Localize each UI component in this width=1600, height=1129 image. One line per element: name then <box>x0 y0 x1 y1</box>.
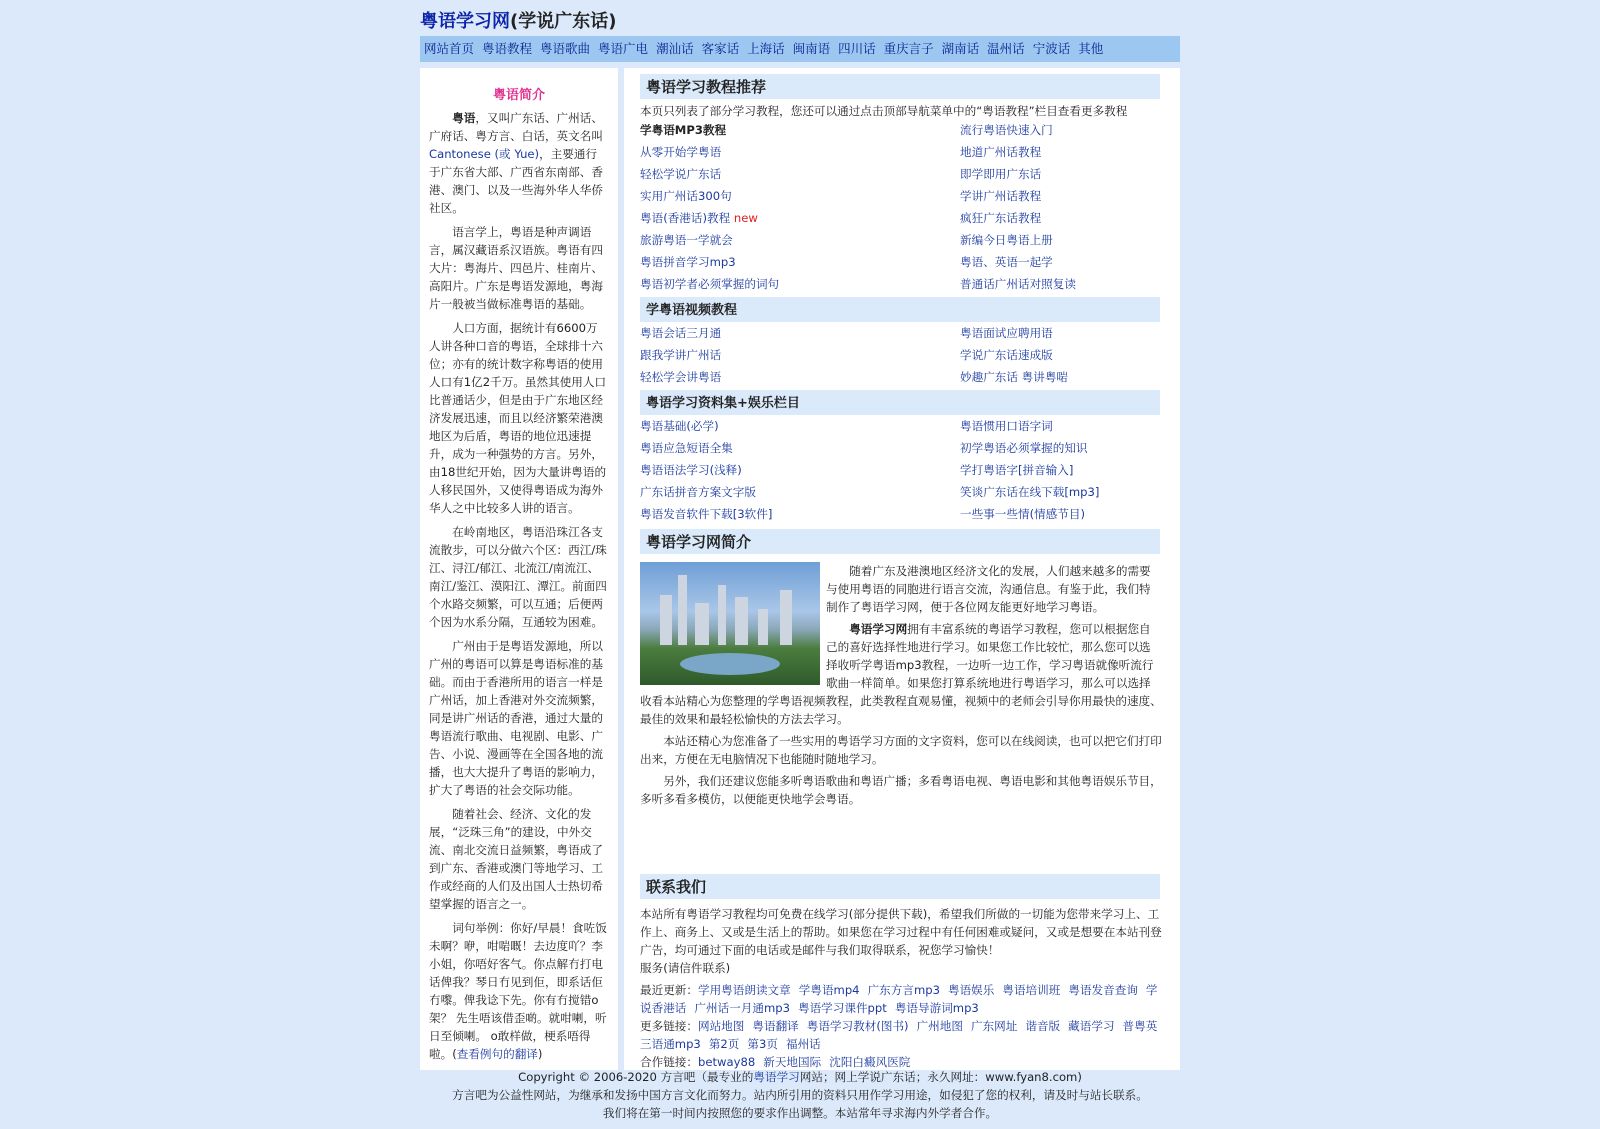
tutorial-cell <box>640 322 960 344</box>
about-bold: 粤语学习网 <box>849 622 908 636</box>
tutorial-cell <box>640 163 960 185</box>
site-subtitle: (学说广东话) <box>510 11 617 32</box>
intro-paragraph: 随着社会、经济、文化的发展，“泛珠三角”的建设，中外交流、南北交流日益频繁，粤语成了到广东、香港或澳门等地学习、工作或经商的人们及出国人士热切希望掌握的语言之一。 <box>429 807 603 911</box>
tutorial-link[interactable]: 轻松学说广东话 <box>640 167 722 181</box>
intro-paragraph: 语言学上，粤语是种声调语言，属汉藏语系汉语族。粤语有四大片：粤海片、四邑片、桂南片、高阳片。广东是粤语发源地，粤海片一般被当做标准粤语的基础。 <box>429 225 603 311</box>
recent-link[interactable]: 学粤语mp4 <box>798 983 860 997</box>
recent-link[interactable]: 学用粤语朗读文章 <box>697 983 791 997</box>
tutorial-cell <box>640 481 960 503</box>
main-content <box>624 68 1180 1070</box>
tutorial-cell <box>960 481 1162 503</box>
section-title-contact: 联系我们 <box>640 874 1160 899</box>
nav-link[interactable]: 上海话 <box>747 41 785 56</box>
recent-link[interactable]: 粤语导游词mp3 <box>894 1001 979 1015</box>
mp3-subtitle: 学粤语MP3教程 <box>640 123 727 137</box>
tutorial-cell <box>640 229 960 251</box>
intro-text: ，主要通行于广东省大部、广西省东南部、香港、澳门、以及一些海外华人华侨社区。 <box>429 147 603 215</box>
tutorial-cell <box>640 207 960 229</box>
about-paragraph: 本站还精心为您准备了一些实用的粤语学习方面的文字资料，您可以在线阅读，也可以把它们打印出来，方便在无电脑情况下也能随时随地学习。 <box>640 734 1162 766</box>
section-title-resources: 粤语学习资料集+娱乐栏目 <box>640 390 1160 415</box>
tutorial-cell <box>960 344 1162 366</box>
more-links <box>640 1017 1162 1053</box>
tutorial-link[interactable]: 实用广州话300句 <box>640 189 732 203</box>
tutorial-cell <box>960 437 1162 459</box>
tutorial-cell <box>960 163 1162 185</box>
tutorial-link[interactable]: 粤语初学者必须掌握的词句 <box>640 277 780 291</box>
tutorial-link[interactable]: 旅游粤语一学就会 <box>640 233 733 247</box>
more-link[interactable]: 广东网址 <box>970 1019 1018 1033</box>
service-text: 服务(请信件联系) <box>640 961 731 975</box>
tutorial-cell <box>960 251 1162 273</box>
tutorial-cell <box>640 503 960 525</box>
tutorial-link[interactable]: 粤语惯用口语字词 <box>960 419 1053 433</box>
mp3-list <box>640 119 1162 295</box>
nav-link[interactable]: 粤语歌曲 <box>540 41 591 56</box>
partner-link[interactable]: betway88 <box>697 1055 756 1069</box>
intro-text: ，又叫广东话、广州话、广府话、粤方言、白话，英文名叫 <box>429 111 603 143</box>
more-link[interactable]: 福州话 <box>785 1037 821 1051</box>
nav-link[interactable]: 四川话 <box>838 41 876 56</box>
nav-link[interactable]: 闽南语 <box>792 41 831 56</box>
footer-notice: 我们将在第一时间内按照您的要求作出调整。本站常年寻求海内外学者合作。 <box>602 1106 998 1120</box>
tutorial-cell <box>960 141 1162 163</box>
recent-label: 最近更新： <box>640 983 698 997</box>
site-brand-link[interactable]: 粤语学习网 <box>420 11 510 32</box>
copyright-text: 网站；网上学说广东话；永久网址：www.fyan8.com) <box>799 1070 1082 1084</box>
intro-paragraph: 广州由于是粤语发源地，所以广州的粤语可以算是粤语标准的基础。而由于香港所用的语言一样是广州话，加上香港对外交流频繁，同是讲广州话的香港，通过大量的粤语流行歌曲、电视剧、电影、广告、小说、漫画等在全国各地的流播，也大大提升了粤语的影响力，扩大了粤语的社会交际功能。 <box>429 639 603 797</box>
tutorial-link[interactable]: 学说广东话速成版 <box>960 348 1053 362</box>
recent-link[interactable]: 广州话一月通mp3 <box>694 1001 790 1015</box>
recent-link[interactable]: 粤语发音查询 <box>1068 983 1138 997</box>
nav-link[interactable]: 温州话 <box>987 41 1025 56</box>
more-label: 更多链接： <box>640 1019 698 1033</box>
partner-label: 合作链接： <box>640 1055 698 1069</box>
about-paragraph: 随着广东及港澳地区经济文化的发展，人们越来越多的需要与使用粤语的同胞进行语言交流，沟通信息。有鉴于此，我们特制作了粤语学习网，便于各位网友能更好地学习粤语。 <box>826 564 1151 614</box>
section-title-recommend: 粤语学习教程推荐 <box>640 74 1160 99</box>
footer-notice: 方言吧为公益性网站，为继承和发扬中国方言文化而努力。站内所引用的资料只用作学习用途，如侵犯了您的权利，请及时与站长联系。 <box>452 1088 1148 1102</box>
tutorial-link[interactable]: 疯狂广东话教程 <box>960 211 1042 225</box>
new-badge: new <box>733 211 758 225</box>
site-title <box>420 0 1180 36</box>
tutorial-cell <box>960 459 1162 481</box>
tutorial-cell <box>960 322 1162 344</box>
tutorial-link[interactable]: 粤语(香港话)教程 <box>640 211 731 225</box>
resource-list <box>640 415 1162 525</box>
recent-link[interactable]: 学说香港话 <box>640 983 1158 1015</box>
more-link[interactable]: 广州地图 <box>916 1019 963 1033</box>
nav-link[interactable]: 湖南话 <box>941 41 980 56</box>
tutorial-cell <box>640 366 960 388</box>
tutorial-link[interactable]: 初学粤语必须掌握的知识 <box>960 441 1088 455</box>
intro-title: 粤语简介 <box>492 88 545 103</box>
tutorial-cell <box>640 185 960 207</box>
tutorial-cell <box>960 415 1162 437</box>
recent-link[interactable]: 广东方言mp3 <box>867 983 940 997</box>
recent-link[interactable]: 粤语娱乐 <box>947 983 995 997</box>
tutorial-link[interactable]: 一些事一些情(情感节目) <box>960 507 1085 521</box>
more-link[interactable]: 粤语翻译 <box>752 1019 799 1033</box>
tutorial-cell <box>960 229 1162 251</box>
tutorial-cell <box>960 273 1162 295</box>
translation-link[interactable]: 查看例句的翻译 <box>456 1047 538 1061</box>
tutorial-cell <box>640 459 960 481</box>
tutorial-link[interactable]: 流行粤语快速入门 <box>960 123 1053 137</box>
recent-link[interactable]: 粤语学习课件ppt <box>797 1001 887 1015</box>
tutorial-link[interactable]: 从零开始学粤语 <box>640 145 722 159</box>
tutorial-link[interactable]: 妙趣广东话 粤讲粤啱 <box>960 370 1069 384</box>
more-link[interactable]: 网站地图 <box>697 1019 745 1033</box>
recent-link[interactable]: 粤语培训班 <box>1002 983 1061 997</box>
tutorial-link[interactable]: 粤语基础(必学) <box>640 419 719 433</box>
left-sidebar <box>420 68 618 1070</box>
tutorial-cell <box>640 141 960 163</box>
tutorial-cell <box>640 415 960 437</box>
more-link[interactable]: 普粤英三语通mp3 <box>640 1019 1158 1051</box>
partner-link[interactable]: 新天地国际 <box>763 1055 822 1069</box>
tutorial-link[interactable]: 轻松学会讲粤语 <box>640 370 722 384</box>
footer-link[interactable]: 粤语学习 <box>753 1070 800 1084</box>
tutorial-link[interactable]: 跟我学讲广州话 <box>640 348 722 362</box>
copyright-text: Copyright © 2006-2020 方言吧（最专业的 <box>518 1070 754 1084</box>
tutorial-cell <box>640 437 960 459</box>
tutorial-link[interactable]: 粤语语法学习(浅释) <box>640 463 742 477</box>
copyright-line <box>0 1068 1600 1086</box>
more-link[interactable]: 谐音版 <box>1025 1019 1061 1033</box>
tutorial-link[interactable]: 新编今日粤语上册 <box>960 233 1053 247</box>
more-link[interactable]: 第3页 <box>747 1037 778 1051</box>
about-body <box>640 562 1162 808</box>
section-desc: 本页只列表了部分学习教程，您还可以通过点击顶部导航菜单中的“粤语教程”栏目查看更多教程 <box>640 104 1128 118</box>
tutorial-link[interactable]: 粤语面试应聘用语 <box>960 326 1053 340</box>
tutorial-link[interactable]: 学打粤语字[拼音输入] <box>960 463 1074 477</box>
more-link[interactable]: 第2页 <box>708 1037 740 1051</box>
more-link[interactable]: 粤语学习教材(图书) <box>806 1019 909 1033</box>
nav-link[interactable]: 客家话 <box>701 41 740 56</box>
section-title-video: 学粤语视频教程 <box>640 297 1160 322</box>
nav-link[interactable]: 粤语广电 <box>598 41 649 56</box>
nav-link[interactable]: 粤语教程 <box>482 41 533 56</box>
tutorial-cell <box>960 185 1162 207</box>
tutorial-cell <box>960 207 1162 229</box>
tutorial-link[interactable]: 粤语发音软件下载[3软件] <box>640 507 773 521</box>
nav-link[interactable]: 其他 <box>1078 41 1104 56</box>
intro-text: 词句举例：你好/早晨！食咗饭未啊？咿，咁啱嘅！去边度吖？李小姐，你唔好客气。你点解冇打电话俾我？琴日冇见到佢，即系话佢冇嚟。俾我谂下先。你有冇搅错o架？ 先生唔该借歪啲。就咁喇，听日至倾喇。 o敢样做，梗系唔得啦。( <box>429 921 607 1061</box>
about-paragraph: 另外，我们还建议您能多听粤语歌曲和粤语广播；多看粤语电视、粤语电影和其他粤语娱乐节目，多听多看多模仿，以便能更快地学会粤语。 <box>640 774 1162 806</box>
about-text: 拥有丰富系统的粤语学习教程，您可以根据您自己的喜好选择性地进行学习。如果您工作比较忙，那么您可以选择收听学粤语mp3教程，一边听一边工作，学习粤语就像听流行歌曲一样简单。如果您打算系统地进行粤语学习，那么可以选择收看本站精心为您整理的学粤语视频教程，此类教程直观易懂，视频中的老师会引导你用最快的速度、最佳的效果和最轻松愉快的方法去学习。 <box>640 622 1162 726</box>
tutorial-link[interactable]: 学讲广州话教程 <box>960 189 1042 203</box>
city-skyline-image <box>640 562 820 685</box>
section-title-about: 粤语学习网简介 <box>640 529 1160 554</box>
footer <box>0 1068 1600 1122</box>
tutorial-cell <box>640 344 960 366</box>
tutorial-link[interactable]: 广东话拼音方案文字版 <box>640 485 756 499</box>
tutorial-link[interactable]: 粤语、英语一起学 <box>960 255 1053 269</box>
tutorial-link[interactable]: 普通话广州话对照复读 <box>960 277 1076 291</box>
intro-paragraph: 在岭南地区，粤语沿珠江各支流散步，可以分做六个区：西江/珠江、浔江/郁江、北流江/南流江、南江/鉴江、漠阳江、潭江。前面四个水路交频繁，可以互通；后便两个因为水系分隔，互通较为困难。 <box>429 525 607 629</box>
tutorial-link[interactable]: 笑谈广东话在线下载[mp3] <box>960 485 1100 499</box>
intro-text: ) <box>537 1047 543 1061</box>
intro-paragraph <box>429 109 608 217</box>
nav-link[interactable]: 潮汕话 <box>656 41 694 56</box>
contact-text: 本站所有粤语学习教程均可免费在线学习(部分提供下载)，希望我们所做的一切能为您带来学习上、工作上、商务上、又或是生活上的帮助。如果您在学习过程中有任何困难或疑问，又或是想要在本站刊登广告，均可通过下面的电话或是邮件与我们取得联系，祝您学习愉快！ <box>640 907 1162 957</box>
tutorial-cell <box>640 273 960 295</box>
partner-link[interactable]: 沈阳白癜风医院 <box>829 1055 911 1069</box>
intro-bold: 粤语 <box>452 111 476 125</box>
tutorial-link[interactable]: 即学即用广东话 <box>960 167 1042 181</box>
cantonese-link[interactable]: Cantonese (或 Yue) <box>429 147 540 161</box>
tutorial-cell <box>640 251 960 273</box>
video-list <box>640 322 1162 388</box>
nav-link[interactable]: 重庆言子 <box>883 41 934 56</box>
tutorial-link[interactable]: 地道广州话教程 <box>960 145 1042 159</box>
intro-paragraph <box>429 919 608 1063</box>
tutorial-link[interactable]: 粤语应急短语全集 <box>640 441 733 455</box>
recent-updates <box>640 981 1162 1017</box>
top-nav <box>420 36 1180 62</box>
tutorial-link[interactable]: 粤语拼音学习mp3 <box>640 255 736 269</box>
intro-paragraph: 人口方面，据统计有6600万人讲各种口音的粤语，全球排十六位；亦有的统计数字称粤语的使用人口有1亿2千万。虽然其使用人口比普通话少，但是由于广东地区经济发展迅速，而且以经济繁荣港澳地区为后盾，粤语的地位迅速提升，成为一种强势的方言。另外，由18世纪开始，因为大量讲粤语的人移民国外，又使得粤语成为海外华人之中比较多人讲的语言。 <box>429 321 607 515</box>
tutorial-link[interactable]: 粤语会话三月通 <box>640 326 722 340</box>
nav-link[interactable]: 网站首页 <box>424 41 475 56</box>
more-link[interactable]: 藏语学习 <box>1068 1019 1115 1033</box>
tutorial-cell <box>960 503 1162 525</box>
tutorial-cell <box>960 366 1162 388</box>
nav-link[interactable]: 宁波话 <box>1032 41 1071 56</box>
